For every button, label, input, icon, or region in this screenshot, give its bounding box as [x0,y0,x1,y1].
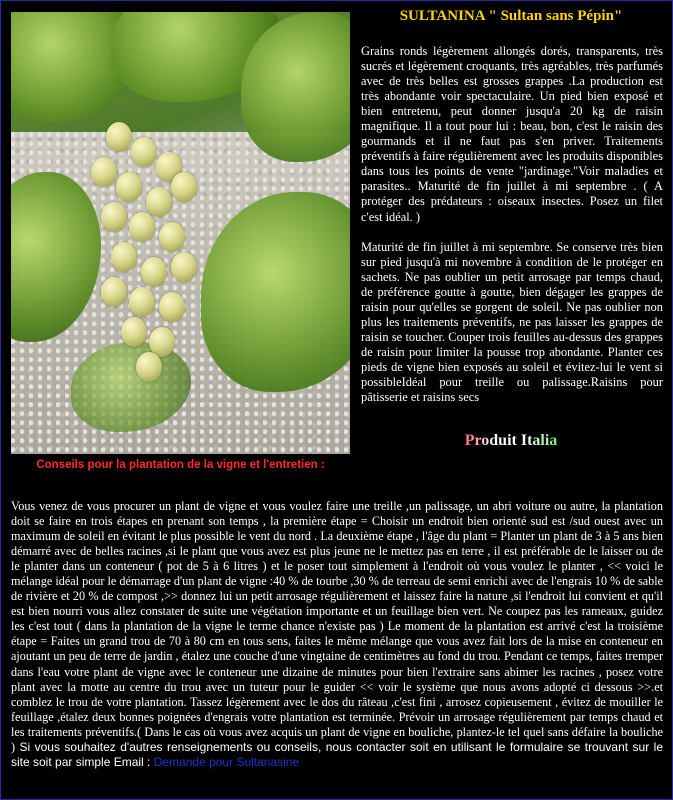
product-title: SULTANINA " Sultan sans Pépin" [399,8,623,24]
plantation-advice-text [11,499,663,770]
product-description [361,44,663,420]
contact-text: Si vous souhaitez d'autres renseignements ou conseils, nous contacter soit en utilisant le formulaire se trouvant sur le site soit par simple Email : [11,739,663,769]
advice-body: Vous venez de vous procurer un plant de vigne et vous voulez faire une treille ,un palissage, un abri voiture ou autre, la plantation doit se faire en trois étapes en prenant son temps , la première étape = Choisir un endroit bien orienté sud est /sud ouest avec un maximum de soleil en évitant le plus possible le vent du nord . La deuxième étape , l'âge du plant = Planter un plant de 3 à 5 ans bien démarré avec de belles racines ,si le plant que vous avez est plus jeune ne le mettez pas en terre , il est préférable de le laisser ou de le planter dans un conteneur ( pot de 5 à 6 litres ) et le poser tout simplement à l'endroit où vous voulez le planter , << voici le mélange idéal pour le démarrage d'un plant de vigne :40 % de tourbe ,30 % de terreau de semi enrichi avec de l'engrais 10 % de sable de rivière et 20 % de compost ,>> donnez lui un petit arrosage régulièrement et laissez faire la nature ,si l'endroit lui convient et qu'il est bien nourri vous allez constater de suite une végétation importante et un feuillage bien vert. Ne coupez pas les rameaux, guidez les c'est tout ( dans la plantation de la vigne le terme chance n'existe pas ) Le moment de la plantation est arrivé c'est la troisième étape = Faites un grand trou de 70 à 80 cm en tous sens, faites le même mélange que vous avez fait lors de la mise en conteneur en ajoutant un peu de terre de jardin , étalez une couche d'une vingtaine de centimètres au fond du trou. Pendant ce temps, faites tremper dans l'eau votre plant de vigne avec le conteneur une dizaine de minutes pour bien l'extraire sans abimer les racines , posez votre plant avec la motte au centre du trou avec un tuteur pour le guider << voir le système que nous avons adopté ci dessous >>.et comblez le trou de votre plantation. Tassez légèrement avec le dos du râteau ,c'est fini , arrosez copieusement , évitez de mouiller le feuillage ,étalez deux bonnes poignées d'engrais votre plantation est terminée. Prévoir un arrosage régulièrement par temps chaud et les traitements préventifs.( Dans le cas où vous avez acquis un plant de vigne en bouliche, plantez-le tel quel sans défaire la bouliche ) [11,499,663,754]
grape-photo [11,12,350,454]
produit-italia-label: Produit Italia [360,432,662,450]
description-paragraph: Grains ronds légèrement allongés dorés, transparents, très sucrés et légèrement croquants, très agréables, très parfumés avec de très belles est grosses grappes .La production est très abondante voir spectaculaire. Un pied bien exposé et bien entretenu, peut donner jusqu'a 20 kg de raisin magnifique. Il a tout pour lui : beau, bon, c'est le raisin des gourmands et il ne faut pas s'en priver. Traitements préventifs à faire régulièrement avec les produits disponibles dans tous les points de vente "jardinage."Voir maladies et parasites.. Maturité de fin juillet à mi septembre . ( A protéger des prédateurs : oiseaux insectes. Posez un filet c'est idéal. ) [361,44,663,224]
description-paragraph: Maturité de fin juillet à mi septembre. Se conserve très bien sur pied jusqu'à mi novembre à condition de le protéger en sachets. Ne pas oublier un petit arrosage par temps chaud, de préférence goutte à goutte, bien dégager les grappes de raisin pour qu'elles se gorgent de soleil. Ne pas oublier non plus les traitements préventifs, ne pas laisser les grappes de raisin se toucher. Couper trois feuilles au-dessus des grappes de raisin pour limiter la pousse trop abondante. Planter ces pieds de vigne bien exposés au soleil et évitez-lui le vent si possibleIdéal pour treille ou palissage.Raisins pour pâtisserie et raisins secs [361,239,663,405]
email-link[interactable]: Demande pour Sultanasine [153,754,300,769]
conseils-heading: Conseils pour la plantation de la vigne et l'entretien : [36,459,325,471]
